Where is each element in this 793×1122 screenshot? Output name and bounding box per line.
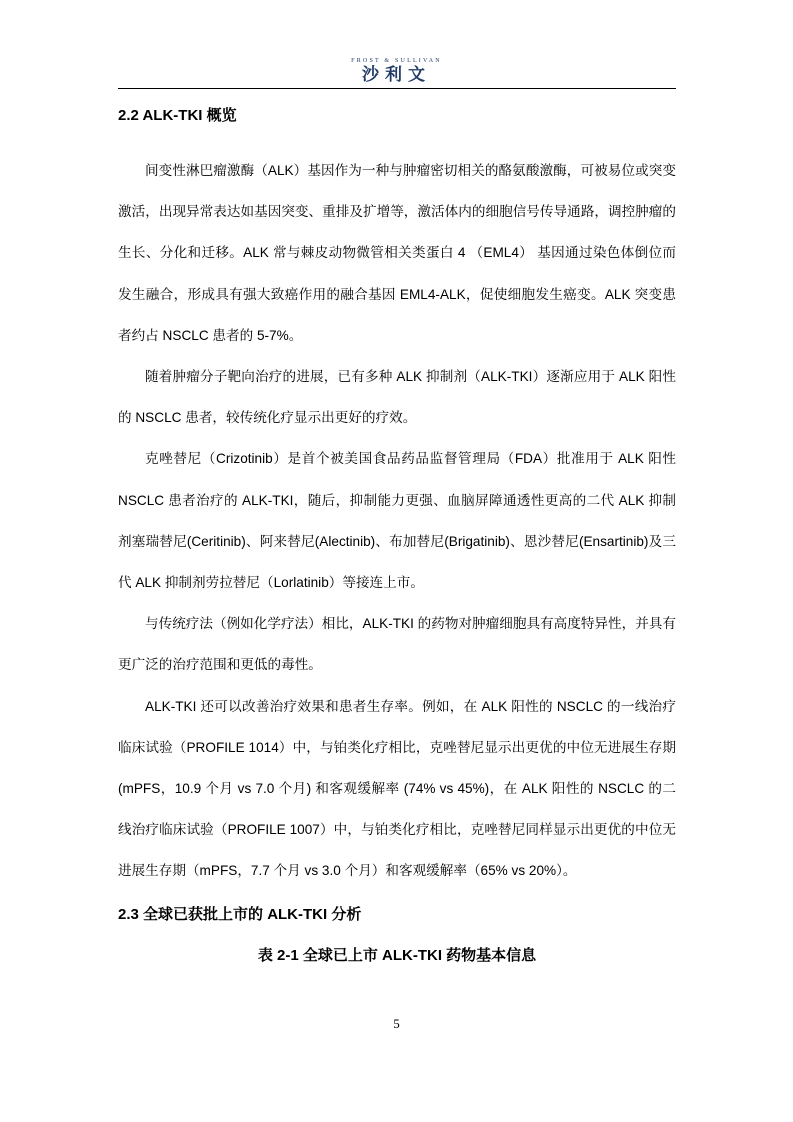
logo-subtitle: FROST & SULLIVAN <box>351 58 442 64</box>
paragraph-clinical-trials: ALK-TKI 还可以改善治疗效果和患者生存率。例如，在 ALK 阳性的 NSCLC 的一线治疗临床试验（PROFILE 1014）中，与铂类化疗相比，克唑替尼显示出更优的中位无进展生存期 (mPFS，10.9 个月 vs 7.0 个月) 和客观缓解率 (74% vs 45%)，在 ALK 阳性的 NSCLC 的二线治疗临床试验（PROFILE 1007）中，与铂类化疗相比，克唑替尼同样显示出更优的中位无进展生存期（mPFS，7.7 个月 vs 3.0 个月）和客观缓解率（65% vs 20%）。 <box>118 698 676 879</box>
frost-sullivan-logo <box>0 58 793 84</box>
section-heading-2-3: 2.3 全球已获批上市的 ALK-TKI 分析 <box>118 905 362 923</box>
paragraph-alk-inhibitors: 随着肿瘤分子靶向治疗的进展，已有多种 ALK 抑制剂（ALK-TKI）逐渐应用于 ALK 阳性的 NSCLC 患者，较传统化疗显示出更好的疗效。 <box>118 369 676 426</box>
page-content <box>118 104 676 968</box>
page-number: 5 <box>393 1016 400 1031</box>
section-heading-2-2: 2.2 ALK-TKI 概览 <box>118 107 237 124</box>
paragraph-crizotinib: 克唑替尼（Crizotinib）是首个被美国食品药品监督管理局（FDA）批准用于 ALK 阳性 NSCLC 患者治疗的 ALK-TKI，随后，抑制能力更强、血脑屏障通透性更高的二代 ALK 抑制剂塞瑞替尼(Ceritinib)、阿来替尼(Alectinib)、布加替尼(Brigatinib)、恩沙替尼(Ensartinib)及三代 ALK 抑制剂劳拉替尼（Lorlatinib）等接连上市。 <box>118 451 676 591</box>
paragraph-specificity: 与传统疗法（例如化学疗法）相比，ALK-TKI 的药物对肿瘤细胞具有高度特异性，并具有更广泛的治疗范围和更低的毒性。 <box>118 616 676 673</box>
paragraph-alk-intro: 间变性淋巴瘤激酶（ALK）基因作为一种与肿瘤密切相关的酪氨酸激酶，可被易位或突变激活，出现异常表达如基因突变、重排及扩增等，激活体内的细胞信号传导通路，调控肿瘤的生长、分化和迁移。ALK 常与棘皮动物微管相关类蛋白 4 （EML4） 基因通过染色体倒位而发生融合，形成具有强大致癌作用的融合基因 EML4-ALK，促使细胞发生癌变。ALK 突变患者约占 NSCLC 患者的 5-7%。 <box>118 163 676 343</box>
header-divider <box>118 88 676 89</box>
logo-title: 沙利文 <box>362 65 431 85</box>
table-caption: 表 2-1 全球已上市 ALK-TKI 药物基本信息 <box>257 946 537 964</box>
